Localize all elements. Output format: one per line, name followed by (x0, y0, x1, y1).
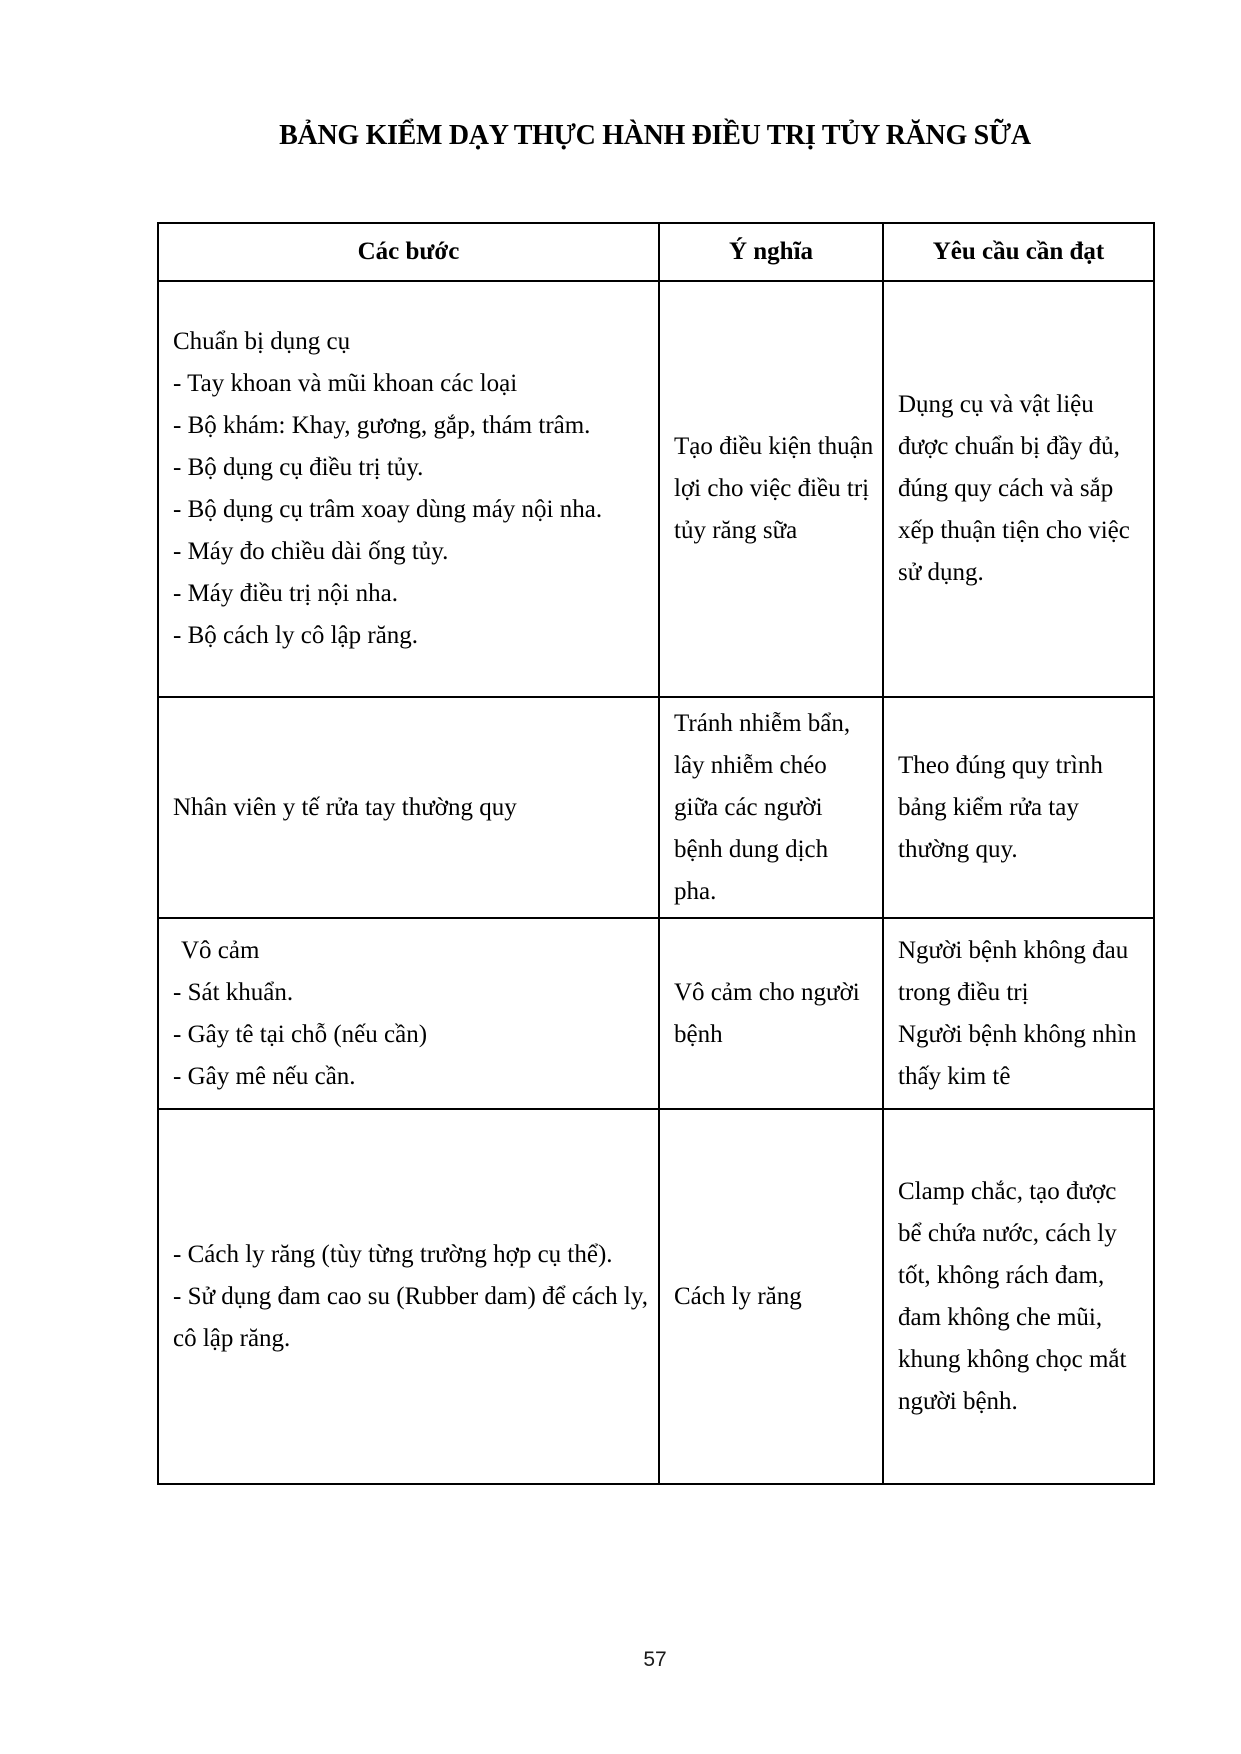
step-item: - Bộ khám: Khay, gương, gắp, thám trâm. (173, 412, 591, 439)
step-item: - Bộ dụng cụ trâm xoay dùng máy nội nha. (173, 496, 603, 523)
column-header-steps: Các bước (158, 223, 659, 281)
step-item: - Cách ly răng (tùy từng trường hợp cụ thể). (173, 1240, 613, 1268)
cell-meaning (659, 1109, 883, 1484)
cell-meaning (659, 918, 883, 1109)
step-item: - Máy điều trị nội nha. (173, 580, 398, 607)
step-item: - Bộ cách ly cô lập răng. (173, 622, 419, 649)
cell-steps (158, 918, 659, 1109)
cell-steps (158, 1109, 659, 1484)
meaning-text: Cách ly răng (674, 1282, 802, 1310)
cell-meaning (659, 281, 883, 697)
step-item: - Tay khoan và mũi khoan các loại (173, 370, 518, 397)
requirement-text: Dụng cụ và vật liệu được chuẩn bị đầy đủ, đúng quy cách và sắp xếp thuận tiện cho việc sử dụng. (898, 391, 1130, 586)
page-number: 57 (643, 1648, 667, 1671)
cell-requirement (883, 1109, 1154, 1484)
page-title: BẢNG KIỂM DẠY THỰC HÀNH ĐIỀU TRỊ TỦY RĂNG SỮA (279, 120, 1031, 151)
step-item: - Máy đo chiều dài ống tủy. (173, 538, 449, 565)
text-column (157, 0, 1153, 1485)
step-intro: Vô cảm (181, 936, 260, 964)
cell-requirement (883, 697, 1154, 918)
table-row-anesthesia (158, 918, 1154, 1109)
meaning-text: Tránh nhiễm bẩn, lây nhiễm chéo giữa các người bệnh dung dịch pha. (674, 709, 851, 905)
requirement-text: Theo đúng quy trình bảng kiểm rửa tay thường quy. (898, 751, 1103, 863)
step-item: - Bộ dụng cụ điều trị tủy. (173, 454, 424, 481)
table-row-prepare-instruments (158, 281, 1154, 697)
cell-requirement (883, 281, 1154, 697)
cell-requirement (883, 918, 1154, 1109)
meaning-text: Tạo điều kiện thuận lợi cho việc điều trị tủy răng sữa (674, 433, 874, 544)
column-header-requirement: Yêu cầu cần đạt (883, 223, 1154, 281)
step-item: - Sử dụng đam cao su (Rubber dam) để cách ly, cô lập răng. (173, 1282, 648, 1352)
step-item: - Gây mê nếu cần. (173, 1062, 356, 1090)
requirement-text: Clamp chắc, tạo được bể chứa nước, cách ly tốt, không rách đam, đam không che mũi, khung không chọc mắt người bệnh. (898, 1177, 1127, 1415)
column-header-meaning: Ý nghĩa (659, 223, 883, 281)
step-item: - Gây tê tại chỗ (nếu cần) (173, 1020, 428, 1048)
table-row-tooth-isolation (158, 1109, 1154, 1484)
requirement-line: Người bệnh không đau trong điều trị (898, 936, 1129, 1006)
table-header-row (158, 223, 1154, 281)
cell-steps (158, 281, 659, 697)
step-text: Nhân viên y tế rửa tay thường quy (173, 793, 517, 821)
step-item: - Sát khuẩn. (173, 978, 294, 1006)
table-row-hand-washing (158, 697, 1154, 918)
step-intro: Chuẩn bị dụng cụ (173, 328, 351, 355)
checklist-table (157, 222, 1155, 1485)
meaning-text: Vô cảm cho người bệnh (674, 978, 860, 1048)
cell-steps (158, 697, 659, 918)
cell-meaning (659, 697, 883, 918)
requirement-line: Người bệnh không nhìn thấy kim tê (898, 1020, 1137, 1090)
